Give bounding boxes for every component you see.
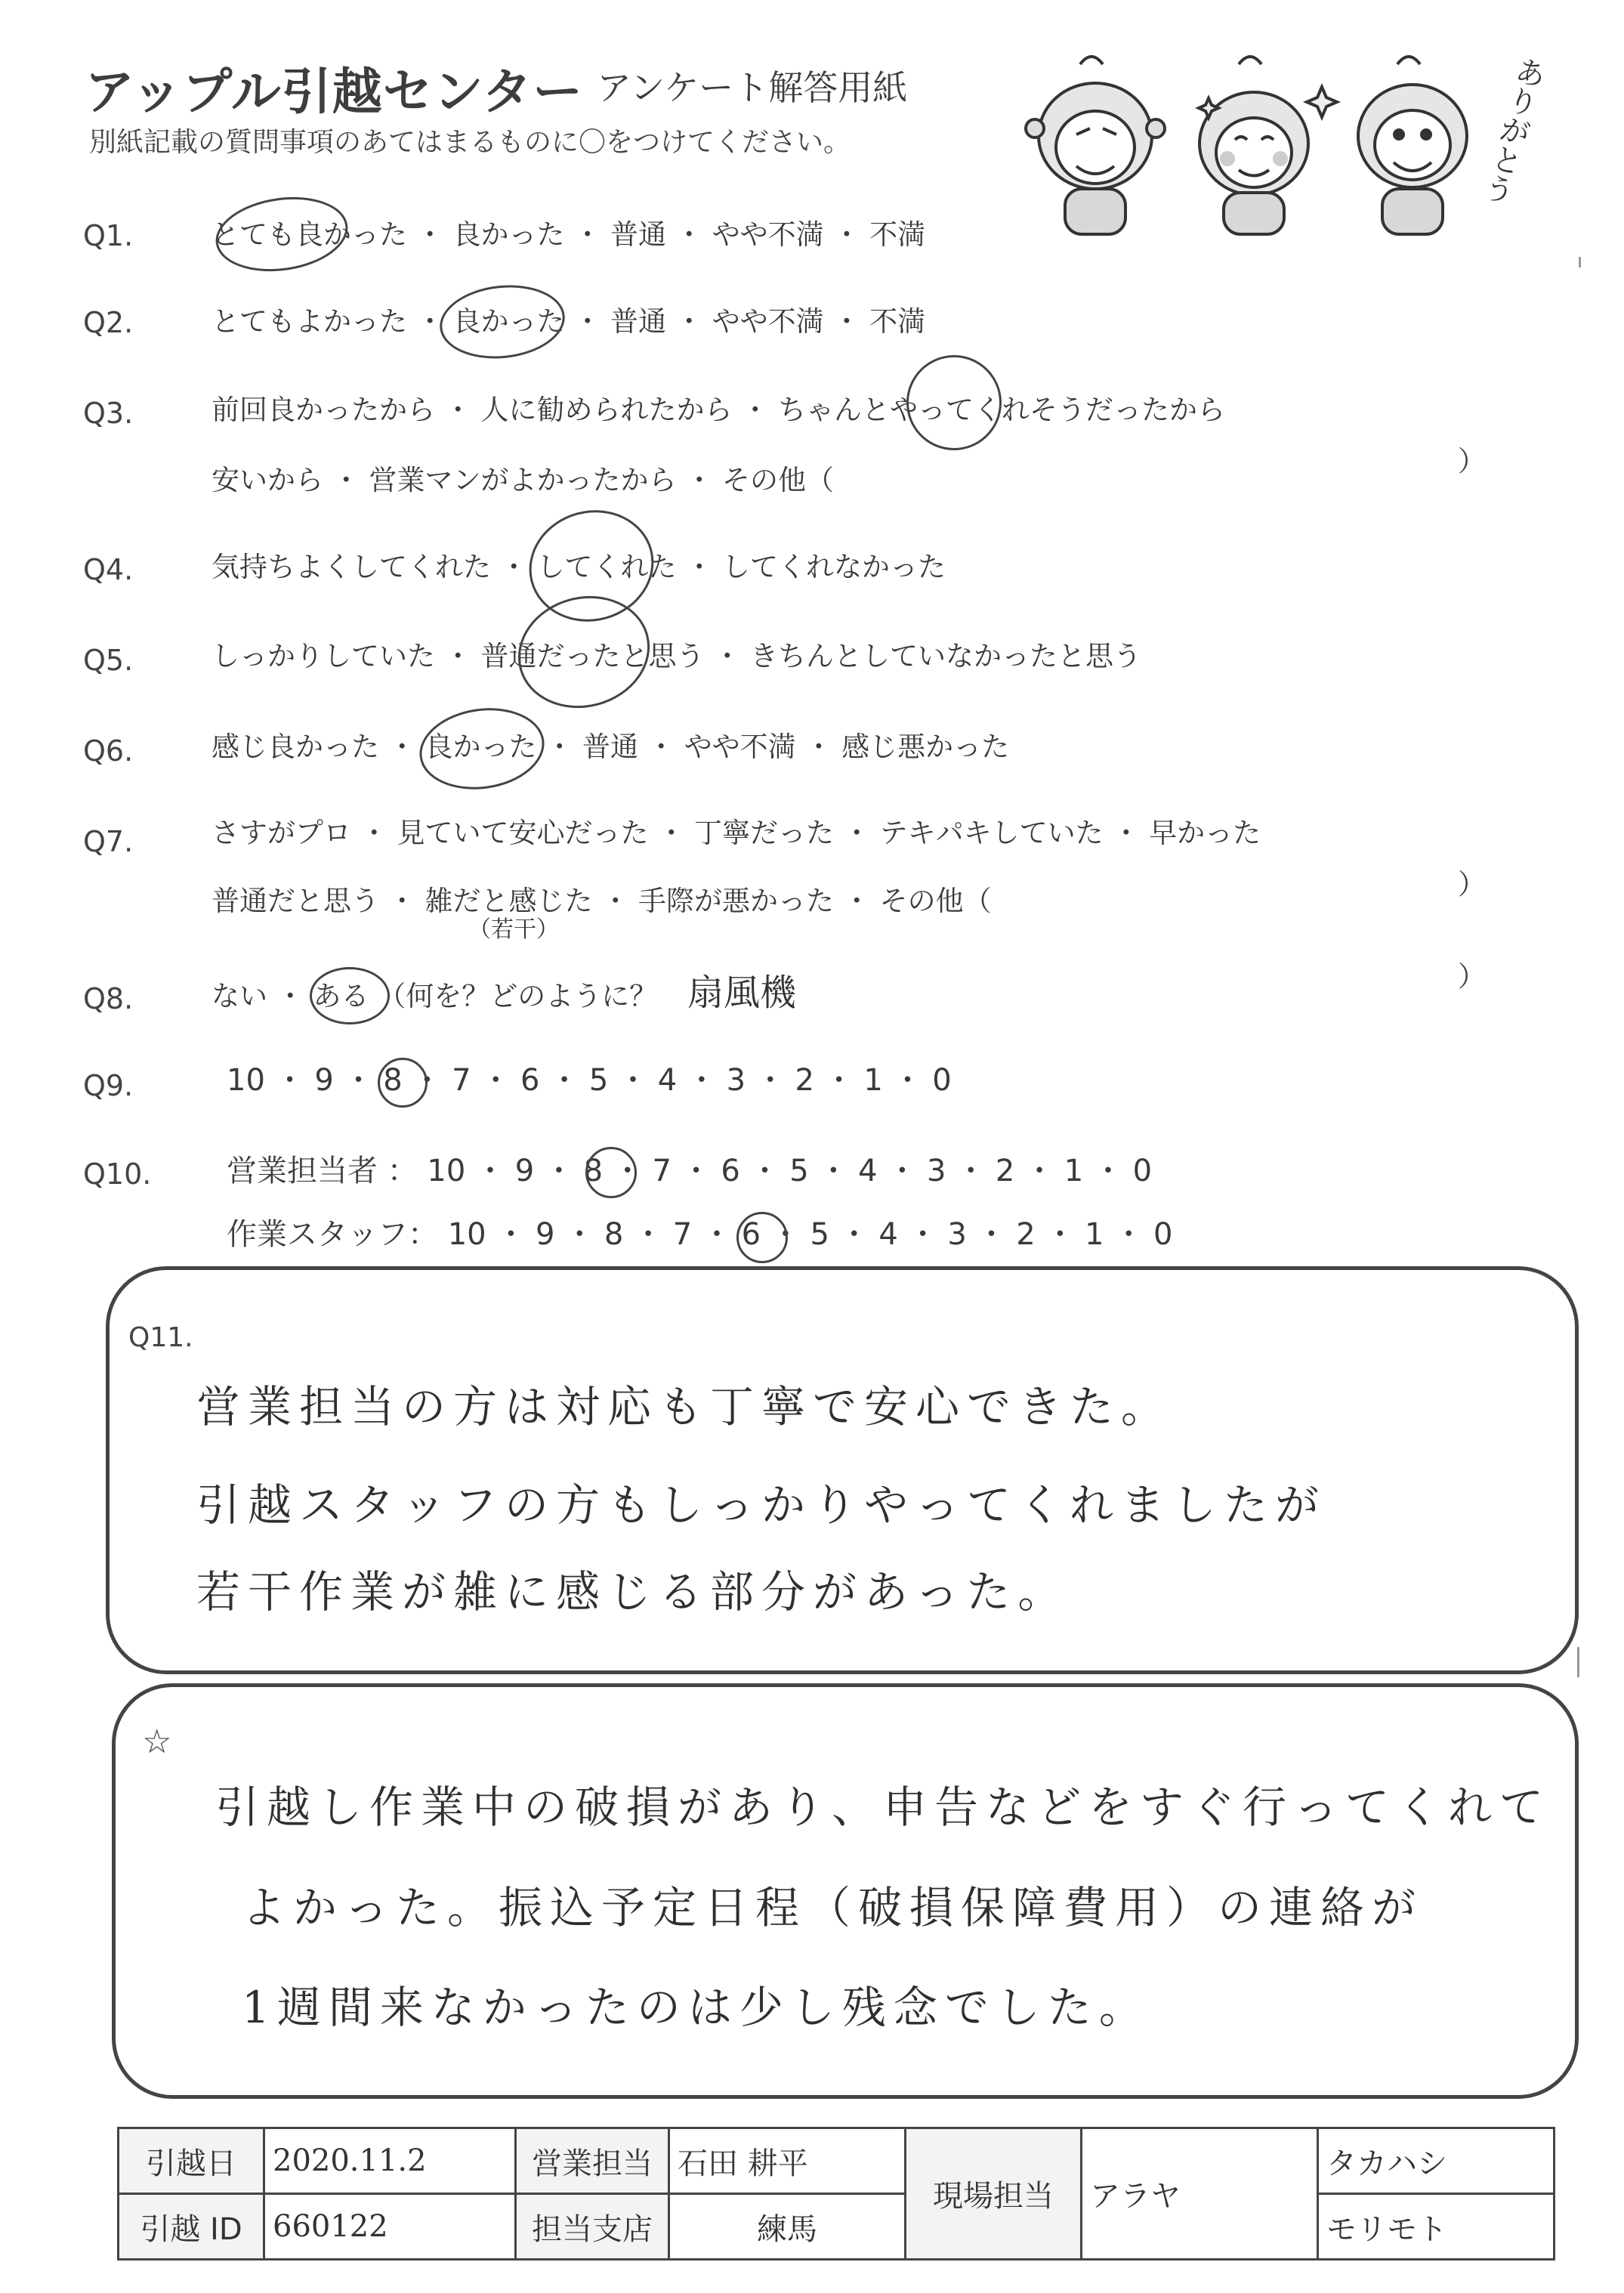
q3-close-paren: ） [1458,445,1486,477]
mascot-monkeys-illustration [1005,45,1533,249]
site-staff-1: アラヤ [1082,2128,1318,2260]
q2-selection-circle [436,280,568,365]
q10-sales-selection-circle [585,1147,637,1198]
q6-options: 感じ良かった ・ 良かった ・ 普通 ・ やや不満 ・ 感じ悪かった [211,731,1010,763]
q1-options: とても良かった ・ 良かった ・ 普通 ・ やや不満 ・ 不満 [211,218,926,251]
q5-selection-circle [505,582,662,723]
q10-label: Q10. [83,1157,152,1191]
q8-selection-circle [310,967,390,1024]
q9-scale: 10 ・ 9 ・ 8 ・ 7 ・ 6 ・ 5 ・ 4 ・ 3 ・ 2 ・ 1 ・ 0 [227,1063,952,1098]
survey-form-subtitle: アンケート解答用紙 [597,67,908,108]
q11-comment-line2: 引越スタッフの方もしっかりやってくれましたが [196,1479,1327,1531]
q3-label: Q3. [83,397,134,430]
q2-options: とてもよかった ・ 良かった ・ 普通 ・ やや不満 ・ 不満 [211,305,926,338]
q7-label: Q7. [83,825,134,858]
site-staff-2: タカハシ [1318,2128,1555,2194]
extra-comment-line3: 1週間来なかったのは少し残念でした。 [242,1982,1150,2033]
q11-comment-line1: 営業担当の方は対応も丁寧で安心できた。 [196,1381,1173,1432]
q7-close-paren: ） [1458,868,1486,901]
q8-options: ない ・ ある （何を？どのように？ [211,980,658,1012]
q10-sales-scale: 営業担当者 ： 10 ・ 9 ・ 8 ・ 7 ・ 6 ・ 5 ・ 4 ・ 3 ・ 2 ・ 1 ・ 0 [227,1154,1153,1188]
q1-label: Q1. [83,219,134,252]
q10-staff-scale: 作業スタッフ： 10 ・ 9 ・ 8 ・ 7 ・ 6 ・ 5 ・ 4 ・ 3 ・ 2 ・ 1 ・ 0 [227,1217,1173,1252]
sales-rep-value: 石田 耕平 [669,2128,906,2194]
q3-options-line1: 前回良かったから ・ 人に勧められたから ・ ちゃんとやってくれそうだったから [211,394,1226,426]
q8-close-paren: ） [1458,960,1486,993]
q3-options-line2: 安いから ・ 営業マンがよかったから ・ その他（ [211,464,835,496]
q8-handwritten-answer: 扇風機 [687,972,797,1014]
q2-label: Q2. [83,306,134,339]
move-id-label: 引越 ID [119,2194,264,2260]
move-date-value: 2020.11.2 [264,2128,516,2194]
branch-label: 担当支店 [516,2194,669,2260]
q6-selection-circle [414,700,549,797]
q11-label: Q11. [128,1322,193,1353]
q5-label: Q5. [83,644,134,677]
extra-comment-line2: よかった。振込予定日程（破損保障費用）の連絡が [242,1882,1424,1933]
q9-label: Q9. [83,1069,134,1102]
extra-comment-line1: 引越し作業中の破損があり、申告などをすぐ行ってくれて [215,1782,1551,1833]
q4-label: Q4. [83,553,134,586]
q9-selection-circle [378,1058,428,1108]
move-date-label: 引越日 [119,2128,264,2194]
q8-label: Q8. [83,982,134,1015]
q6-label: Q6. [83,734,134,768]
q1-selection-circle [211,189,353,280]
q3-selection-circle [899,348,1009,458]
star-icon: ☆ [142,1723,172,1761]
site-staff-3: モリモト [1318,2194,1555,2260]
branch-value: 練馬 [669,2194,906,2260]
scan-mark [1577,1647,1579,1677]
survey-instruction: 別紙記載の質問事項のあてはまるものに〇をつけてください。 [89,127,851,158]
q10-staff-selection-circle [736,1212,788,1263]
mascot-thanks-text: ありがとう [1476,52,1549,208]
survey-company-title: アップル引越センター [85,63,584,121]
q7-options-line1: さすがプロ ・ 見ていて安心だった ・ 丁寧だった ・ テキパキしていた ・ 早かった [211,817,1261,849]
q11-comment-line3: 若干作業が雑に感じる部分があった。 [196,1566,1070,1618]
q5-options: しっかりしていた ・ 普通だったと思う ・ きちんとしていなかったと思う [211,640,1142,672]
site-staff-label: 現場担当 [906,2128,1082,2260]
q7-options-line2: 普通だと思う ・ 雑だと感じた ・ 手際が悪かった ・ その他（ [211,885,992,917]
q4-options: 気持ちよくしてくれた ・ してくれた ・ してくれなかった [211,551,946,583]
footer-info-table [117,2127,1555,2261]
move-id-value: 660122 [264,2194,516,2260]
q7-handwritten-note: （若干） [468,916,559,943]
sales-rep-label: 営業担当 [516,2128,669,2194]
scan-mark [1579,257,1581,267]
